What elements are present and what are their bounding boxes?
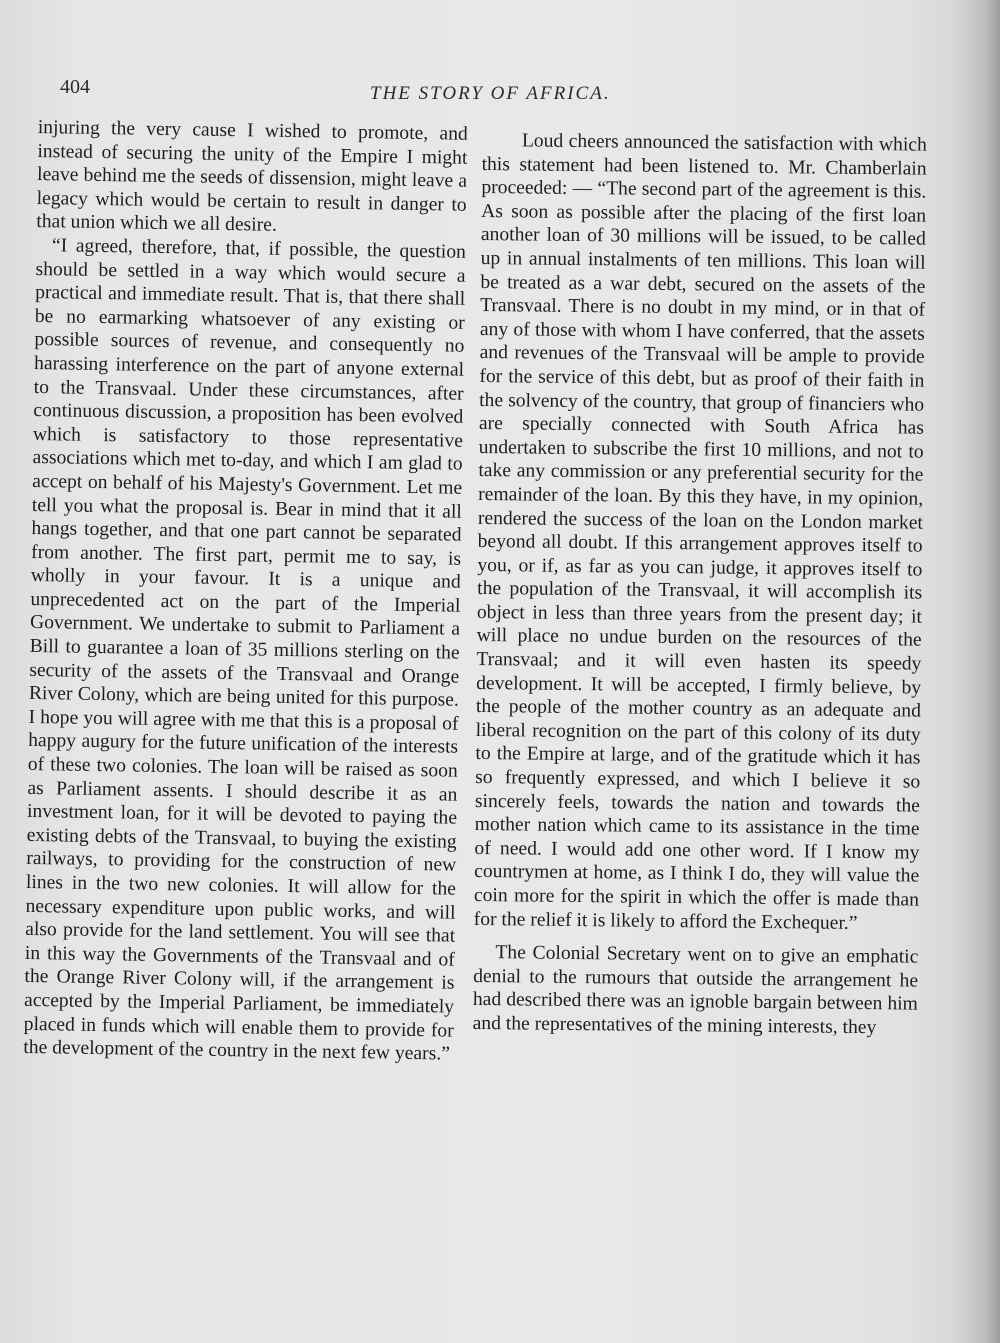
right-text-column (473, 129, 927, 1040)
left-text-column (23, 116, 468, 1066)
page-spine-shadow (955, 0, 1000, 1343)
page-number: 404 (60, 76, 90, 98)
paragraph: Loud cheers announced the satisfaction with which this statement had been listened to. Mr. Chamberlain proceeded: — “The second part of the agreement is this. As soon as possible after the placing of the first loan another loan of 30 millions will be issued, to be called up in annual instalments of ten millions. This loan will be treated as a war debt, secured on the assets of the Transvaal. There is no doubt in my mind, or in that of any of those with whom I have conferred, that the assets and revenues of the Transvaal will be ample to provide for the service of this debt, but as proof of their faith in the solvency of the country, that group of financiers who are specially connected with South Africa has undertaken to subscribe the first 10 millions, and not to take any commission or any preferential security for the remainder of the loan. By this they have, in my opinion, rendered the success of the loan on the London market beyond all doubt. If this arrangement approves itself to you, or if, as far as you can judge, it approves itself to the population of the Transvaal, it will accomplish its object in less than three years from the present day; it will place no undue burden on the resources of the Transvaal; and it will even hasten its speedy development. It will be accepted, I firmly believe, by the people of the mother country as an adequate and liberal recognition on the part of this colony of its duty to the Empire at large, and of the gratitude which it has so frequently expressed, and which I believe it so sincerely feels, towards the nation and towards the mother nation which came to its assistance in the time of need. I would add one other word. If I know my countrymen at home, as I think I do, they will value the coin more for the spirit in which the offer is made than for the relief it is likely to afford the Exchequer.” (473, 130, 927, 934)
paragraph: The Colonial Secretary went on to give an emphatic denial to the rumours that outside the arrangement he had described there was an ignoble bargain between him and the representatives of the mining interests, they (472, 942, 919, 1039)
paragraph: injuring the very cause I wished to promote, and instead of securing the unity of the Empire I might leave behind me the seeds of dissension, might leave a legacy which would be certain to result in danger to that union which we all desire. (36, 116, 468, 237)
running-head: THE STORY OF AFRICA. (370, 83, 611, 104)
paragraph: “I agreed, therefore, that, if possible, the question should be settled in a way which would secure a practical and immediate result. That is, that there shall be no earmarking whatsoever of any existing or possible sources of revenue, and consequently no harassing interference on the part of anyone external to the Transvaal. Under these circumstances, after continuous discussion, a proposition has been evolved which is satisfactory to those representative associations which met to-day, and which I am glad to accept on behalf of his Majesty's Government. Let me tell you what the proposal is. Bear in mind that it all hangs together, and that one part cannot be separated from another. The first part, permit me to say, is wholly in your favour. It is a unique and unprecedented act on the part of the Imperial Government. We undertake to submit to Parliament a Bill to guarantee a loan of 35 millions sterling on the security of the assets of the Transvaal and Orange River Colony, which are being united for this purpose. I hope you will agree with me that this is a proposal of happy augury for the future unification of the interests of these two colonies. The loan will be raised as soon as Parliament assents. I should describe it as an investment loan, for it will be devoted to paying the existing debts of the Transvaal, to buying the existing railways, to providing for the construction of new lines in the two new colonies. It will allow for the necessary expenditure upon public works, and will also provide for the land settlement. You will see that in this way the Governments of the Transvaal and of the Orange River Colony will, if the arrangement is accepted by the Imperial Parliament, be immediately placed in funds which will enable them to provide for the development of the country in the next few years.” (23, 235, 467, 1065)
